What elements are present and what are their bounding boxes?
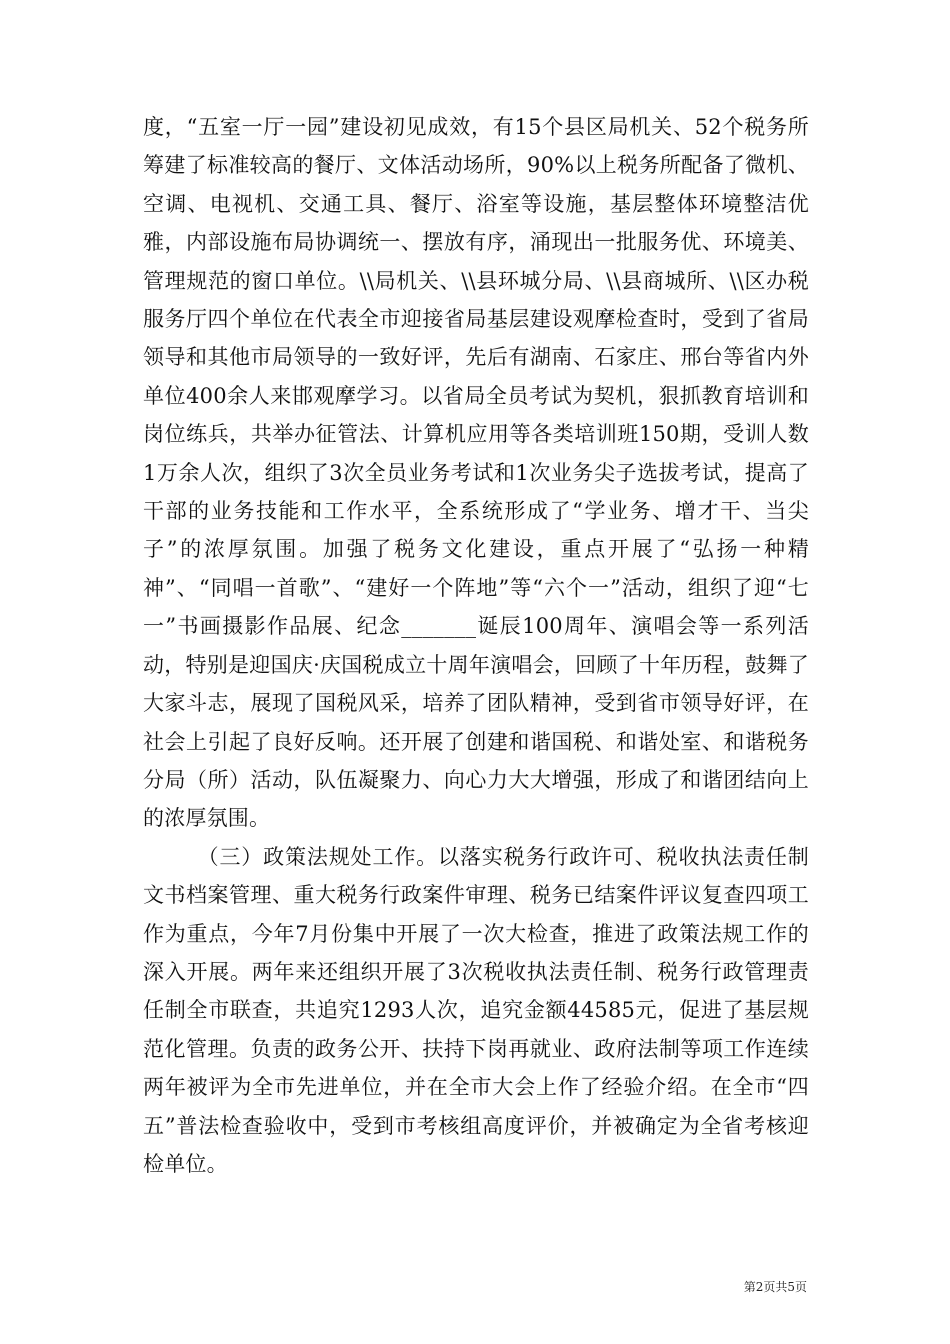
paragraph-2: （三）政策法规处工作。以落实税务行政许可、税收执法责任制文书档案管理、重大税务行政案件审理、税务已结案件评议复查四项工作为重点，今年7月份集中开展了一次大检查，推进了政策法规工作的深入开展。两年来还组织开展了3次税收执法责任制、税务行政管理责任制全市联查，共追究1293人次，追究金额44585元，促进了基层规范化管理。负责的政务公开、扶持下岗再就业、政府法制等项工作连续两年被评为全市先进单位，并在全市大会上作了经验介绍。在全市“四五”普法检查验收中，受到市考核组高度评价，并被确定为全省考核迎检单位。 — [143, 844, 809, 1176]
document-body — [143, 108, 809, 1183]
page-number: 第2页共5页 — [743, 1280, 807, 1294]
paragraph-1: 度，“五室一厅一园”建设初见成效，有15个县区局机关、52个税务所筹建了标准较高的餐厅、文体活动场所，90%以上税务所配备了微机、空调、电视机、交通工具、餐厅、浴室等设施，基层整体环境整洁优雅，内部设施布局协调统一、摆放有序，涌现出一批服务优、环境美、管理规范的窗口单位。\\局机关、\\县环城分局、\\县商城所、\\区办税服务厅四个单位在代表全市迎接省局基层建设观摩检查时，受到了省局领导和其他市局领导的一致好评，先后有湖南、石家庄、邢台等省内外单位400余人来邯观摩学习。以省局全员考试为契机，狠抓教育培训和岗位练兵，共举办征管法、计算机应用等各类培训班150期，受训人数1万余人次，组织了3次全员业务考试和1次业务尖子选拔考试，提高了干部的业务技能和工作水平，全系统形成了“学业务、增才干、当尖子”的浓厚氛围。加强了税务文化建设，重点开展了“弘扬一种精神”、“同唱一首歌”、“建好一个阵地”等“六个一”活动，组织了迎“七一”书画摄影作品展、纪念_______诞辰100周年、演唱会等一系列活动，特别是迎国庆·庆国税成立十周年演唱会，回顾了十年历程，鼓舞了大家斗志，展现了国税风采，培养了团队精神，受到省市领导好评，在社会上引起了良好反响。还开展了创建和谐国税、和谐处室、和谐税务分局（所）活动，队伍凝聚力、向心力大大增强，形成了和谐团结向上的浓厚氛围。 — [143, 115, 809, 831]
